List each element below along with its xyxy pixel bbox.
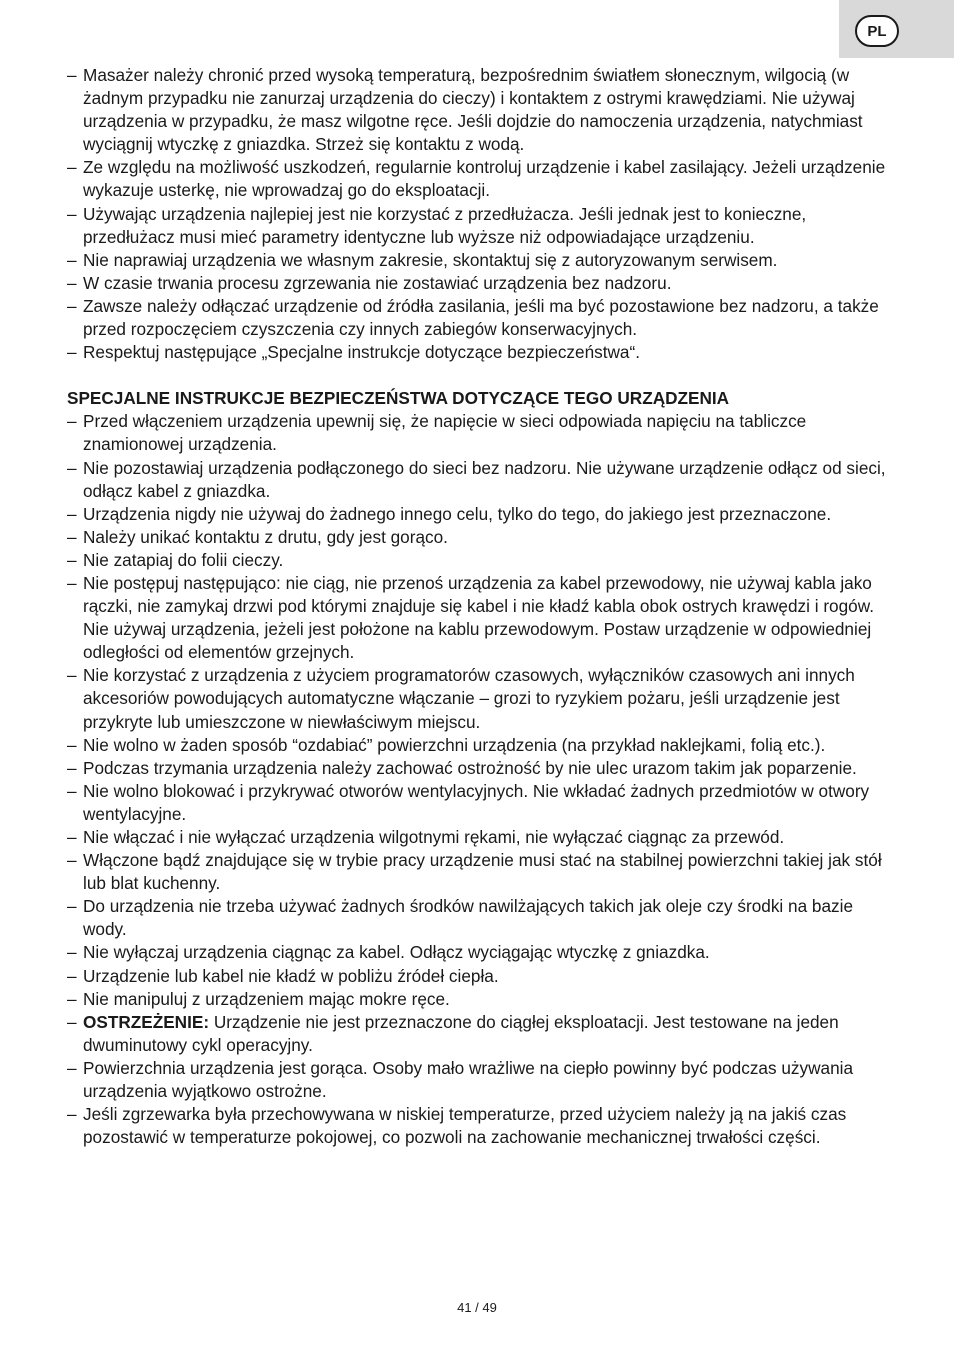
list-item-text: Nie wolno w żaden sposób “ozdabiać” powierzchni urządzenia (na przykład naklejkami, folią etc.). (83, 734, 826, 755)
language-tab (839, 0, 954, 58)
bullet-dash: – (67, 896, 77, 917)
bullet-dash: – (67, 572, 77, 593)
bullet-dash: – (67, 757, 77, 778)
bullet-dash: – (67, 780, 77, 801)
list-item-text: Masażer należy chronić przed wysoką temperaturą, bezpośrednim światłem słonecznym, wilgocią (w żadnym przypadku nie zanurzaj urządzenia do cieczy) i kontaktem z ostrymi krawędziami. Nie używaj urządzenia w przypadku, że masz wilgotne ręce. Jeśli dojdzie do namoczenia urządzenia, natychmiast wyciągnij wtyczkę z gniazdka. Strzeż się kontaktu z wodą. (83, 65, 863, 155)
list-item-text: W czasie trwania procesu zgrzewania nie zostawiać urządzenia bez nadzoru. (83, 272, 672, 293)
bullet-dash: – (67, 526, 77, 547)
list-item (67, 572, 899, 664)
bullet-dash: – (67, 1104, 77, 1125)
bullet-dash: – (67, 850, 77, 871)
manual-content (67, 64, 899, 1149)
list-item-text: Powierzchnia urządzenia jest gorąca. Osoby mało wrażliwe na ciepło powinny być podczas używania urządzenia wyjątkowo ostrożne. (83, 1057, 854, 1102)
list-item (67, 757, 899, 780)
warning-item (67, 1011, 899, 1057)
list-item-text: Należy unikać kontaktu z drutu, gdy jest gorąco. (83, 526, 448, 547)
list-item (67, 156, 899, 202)
list-item-text: Jeśli zgrzewarka była przechowywana w niskiej temperaturze, przed użyciem należy ją na jakiś czas pozostawić w temperaturze pokojowej, co pozwoli na zachowanie mechanicznej trwałości części. (83, 1104, 847, 1148)
list-item (67, 1103, 899, 1149)
list-item-text: Do urządzenia nie trzeba używać żadnych środków nawilżających takich jak oleje czy środki na bazie wody. (83, 896, 853, 940)
list-item-text: Nie wyłączaj urządzenia ciągnąc za kabel. Odłącz wyciągając wtyczkę z gniazdka. (83, 942, 710, 963)
list-item (67, 780, 899, 826)
list-item (67, 503, 899, 526)
section-heading: SPECJALNE INSTRUKCJE BEZPIECZEŃSTWA DOTYCZĄCE TEGO URZĄDZENIA (67, 388, 730, 409)
list-item (67, 965, 899, 988)
list-item (67, 941, 899, 964)
list-item-text: Nie naprawiaj urządzenia we własnym zakresie, skontaktuj się z autoryzowanym serwisem. (83, 249, 778, 270)
list-item (67, 895, 899, 941)
list-item-text: Nie manipuluj z urządzeniem mając mokre ręce. (83, 988, 450, 1009)
bullet-dash: – (67, 342, 77, 363)
list-item-text: Urządzenia nigdy nie używaj do żadnego innego celu, tylko do tego, do jakiego jest przeznaczone. (83, 503, 832, 524)
list-item-text: Nie postępuj następująco: nie ciąg, nie przenoś urządzenia za kabel przewodowy, nie używaj kabla jako rączki, nie zamykaj drzwi pod którymi znajduje się kabel i nie kładź kabla obok ostrych krawędzi i rogów. Nie używaj urządzenia, jeżeli jest położone na kablu przewodowym. Postaw urządzenie w odpowiedniej odległości od elementów grzejnych. (83, 572, 874, 663)
list-item-text: Przed włączeniem urządzenia upewnij się, że napięcie w sieci odpowiada napięciu na tabliczce znamionowej urządzenia. (83, 411, 807, 455)
bullet-dash: – (67, 249, 77, 270)
list-item-text: Zawsze należy odłączać urządzenie od źródła zasilania, jeśli ma być pozostawione bez nadzoru, a także przed rozpoczęciem czyszczenia czy innych zabiegów konserwacyjnych. (83, 295, 879, 340)
bullet-dash: – (67, 65, 77, 85)
list-item (67, 1057, 899, 1103)
bullet-dash: – (67, 295, 77, 316)
list-item (67, 295, 899, 341)
bullet-dash: – (67, 1011, 77, 1032)
list-item (67, 64, 899, 156)
list-item-text: Nie pozostawiaj urządzenia podłączonego do sieci bez nadzoru. Nie używane urządzenie odłącz od sieci, odłącz kabel z gniazdka. (83, 457, 886, 501)
bullet-dash: – (67, 549, 77, 570)
list-item-text: Używając urządzenia najlepiej jest nie korzystać z przedłużacza. Jeśli jednak jest to konieczne, przedłużacz musi mieć parametry identyczne lub wyższe niż odpowiadające urządzeniu. (83, 203, 807, 247)
list-item-text: Urządzenie lub kabel nie kładź w pobliżu źródeł ciepła. (83, 965, 499, 986)
warning-text: Urządzenie nie jest przeznaczone do ciągłej eksploatacji. Jest testowane na jeden dwuminutowy cykl operacyjny. (83, 1011, 839, 1055)
special-safety-list (67, 410, 899, 1010)
list-item (67, 734, 899, 757)
list-item (67, 526, 899, 549)
bullet-dash: – (67, 988, 77, 1009)
bullet-dash: – (67, 457, 77, 478)
list-item-text: Respektuj następujące „Specjalne instrukcje dotyczące bezpieczeństwa“. (83, 342, 640, 363)
list-item (67, 272, 899, 295)
bullet-dash: – (67, 203, 77, 224)
list-item (67, 849, 899, 895)
general-safety-list (67, 64, 899, 364)
list-item (67, 249, 899, 272)
bullet-dash: – (67, 1057, 77, 1078)
bullet-dash: – (67, 157, 77, 178)
bullet-dash: – (67, 827, 77, 847)
list-item-text: Ze względu na możliwość uszkodzeń, regularnie kontroluj urządzenie i kabel zasilający. Jeżeli urządzenie wykazuje usterkę, nie wprowadzaj go do eksploatacji. (83, 157, 886, 201)
list-item (67, 457, 899, 503)
list-item (67, 410, 899, 456)
list-item-text: Nie korzystać z urządzenia z użyciem programatorów czasowych, wyłączników czasowych ani innych akcesoriów powodujących automatyczne włączanie – grozi to ryzykiem pożaru, jeśli urządzenie jest przykryte lub umieszczone w niewłaściwym miejscu. (83, 665, 855, 732)
list-item (67, 826, 899, 849)
bullet-dash: – (67, 965, 77, 986)
bullet-dash: – (67, 665, 77, 686)
language-badge: PL (855, 15, 899, 47)
list-item-text: Podczas trzymania urządzenia należy zachować ostrożność by nie ulec urazom takim jak poparzenie. (83, 757, 857, 778)
list-item (67, 203, 899, 249)
page-number: 41 / 49 (457, 1300, 497, 1315)
list-item-text: Nie wolno blokować i przykrywać otworów wentylacyjnych. Nie wkładać żadnych przedmiotów w otwory wentylacyjne. (83, 780, 870, 824)
list-item (67, 664, 899, 733)
list-item (67, 549, 899, 572)
list-item-text: Nie zatapiaj do folii cieczy. (83, 549, 284, 570)
bullet-dash: – (67, 503, 77, 524)
list-item-text: Nie włączać i nie wyłączać urządzenia wilgotnymi rękami, nie wyłączać ciągnąc za przewód. (83, 827, 785, 847)
list-item (67, 988, 899, 1011)
bullet-dash: – (67, 734, 77, 755)
list-item-text: Włączone bądź znajdujące się w trybie pracy urządzenie musi stać na stabilnej powierzchni takiej jak stół lub blat kuchenny. (83, 850, 882, 894)
bullet-dash: – (67, 272, 77, 293)
bullet-dash: – (67, 942, 77, 963)
bullet-dash: – (67, 411, 77, 432)
list-item (67, 341, 899, 364)
warning-label: OSTRZEŻENIE: (83, 1011, 210, 1032)
special-safety-list-continued (67, 1057, 899, 1149)
